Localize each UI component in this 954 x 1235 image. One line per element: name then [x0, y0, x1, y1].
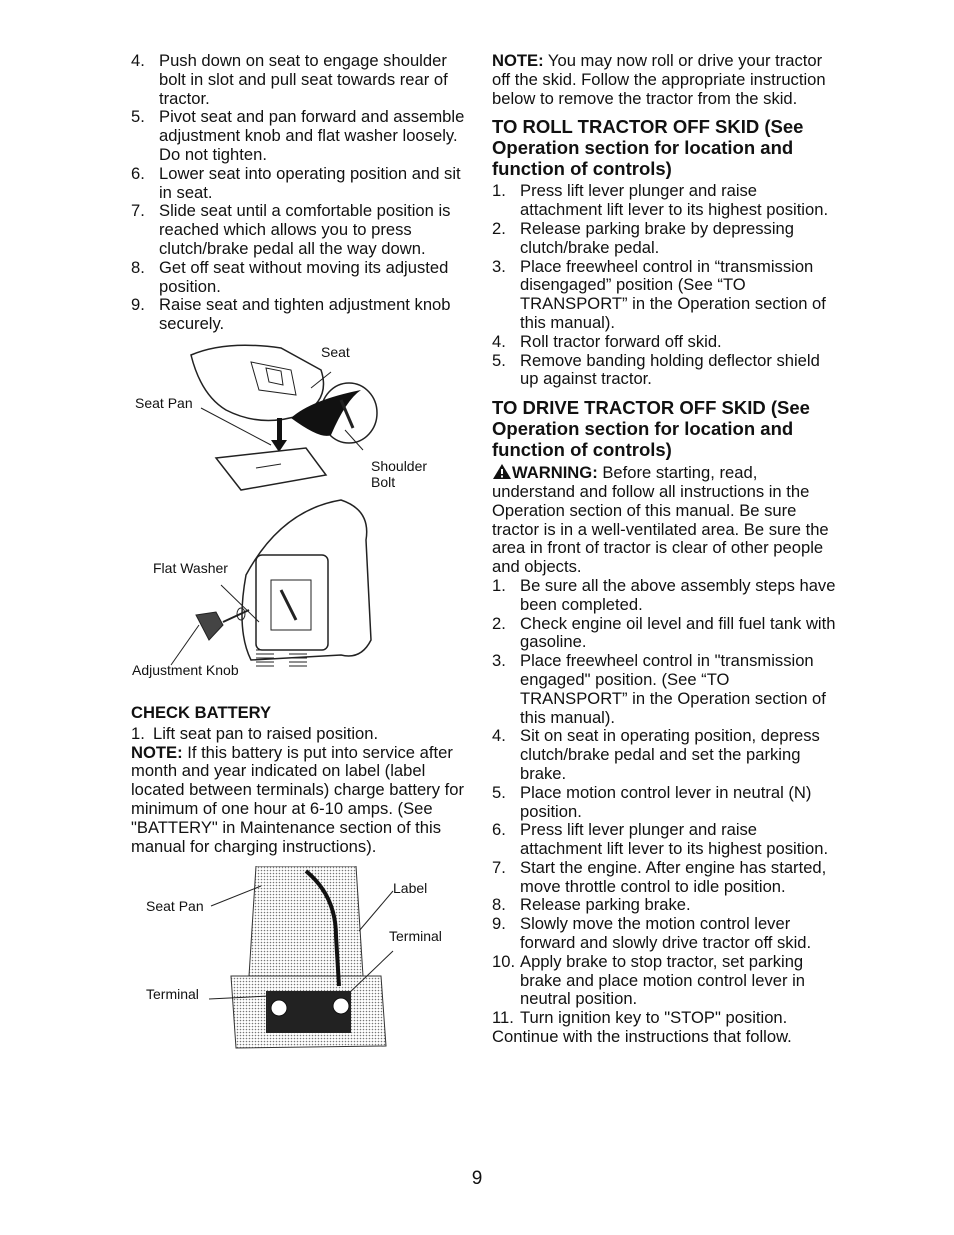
list-item: 4. Sit on seat in operating position, depress clutch/brake pedal and set the parking brake. [492, 726, 820, 783]
seat-adjust-steps [131, 52, 471, 334]
list-item: 2. Check engine oil level and fill fuel tank with gasoline. [492, 613, 836, 652]
list-item: 6. Lower seat into operating position and sit in seat. [131, 163, 461, 202]
list-item: 5. Pivot seat and pan forward and assemble adjustment knob and flat washer loosely. Do not tighten. [131, 107, 465, 164]
shoulder-bolt-label-line1: Shoulder [371, 457, 428, 474]
list-item: 4. Roll tractor forward off skid. [492, 331, 722, 351]
warning-triangle-icon [492, 463, 512, 480]
list-item: 7. Start the engine. After engine has started, move throttle control to idle position. [492, 857, 827, 896]
seat-label: Seat [321, 343, 350, 360]
list-item: 1. Be sure all the above assembly steps have been completed. [492, 575, 836, 614]
seat-pan-label: Seat Pan [135, 394, 193, 411]
check-battery-heading: CHECK BATTERY [131, 702, 272, 722]
left-column [131, 52, 471, 1056]
skid-note: NOTE: You may now roll or drive your tractor off the skid. Follow the appropriate instruction below to remove the tractor from the skid. [492, 51, 826, 108]
list-item: 2. Release parking brake by depressing clutch/brake pedal. [492, 218, 794, 257]
list-item: 6. Press lift lever plunger and raise attachment lift lever to its highest position. [492, 820, 829, 859]
list-item: 11. Turn ignition key to "STOP" position. [492, 1008, 788, 1028]
list-item: 3. Place freewheel control in “transmission disengaged” position (See “TO TRANSPORT” in the Operation section of this manual). [492, 256, 826, 332]
battery-note: NOTE: If this battery is put into service after month and year indicated on label (label located between terminals) charge battery for minimum of one hour at 6-10 amps. (See "BATTERY" in Maintenance section of this manual for charging instructions). [131, 742, 464, 856]
list-item: 3. Place freewheel control in "transmission engaged" position. (See “TO TRANSPORT” in the Operation section of this manual). [492, 651, 826, 727]
right-column [492, 52, 837, 1047]
list-item: 10. Apply brake to stop tractor, set parking brake and place motion control lever in neutral position. [492, 951, 806, 1009]
battery-steps [131, 725, 471, 744]
seat-assembly-illustration [131, 340, 471, 700]
terminal-label-right: Terminal [389, 928, 442, 945]
roll-off-skid-heading: TO ROLL TRACTOR OFF SKID (See Operation section for location and function of controls) [492, 116, 804, 180]
seat-assembly-figure [131, 340, 471, 700]
flat-washer-label: Flat Washer [153, 559, 228, 576]
seat-pan-label: Seat Pan [146, 898, 204, 915]
roll-off-steps [492, 182, 837, 389]
shoulder-bolt-label-line2: Bolt [371, 473, 396, 490]
terminal-label-left: Terminal [146, 986, 199, 1003]
list-item: 1. Lift seat pan to raised position. [131, 723, 379, 743]
list-item: 8. Release parking brake. [492, 895, 691, 915]
list-item: 1. Press lift lever plunger and raise attachment lift lever to its highest position. [492, 181, 829, 220]
battery-figure [131, 866, 471, 1056]
page-number: 9 [471, 1168, 483, 1189]
warning-paragraph: WARNING: Before starting, read, understand and follow all instructions in the Operation section of this manual. Be sure tractor is in a well-ventilated area. Be sure the area in front of tractor is clear of other people and objects. [492, 463, 829, 577]
closing-text: Continue with the instructions that follow. [492, 1027, 792, 1047]
adjustment-knob-label: Adjustment Knob [132, 661, 239, 678]
list-item: 5. Place motion control lever in neutral (N) position. [492, 782, 812, 821]
list-item: 5. Remove banding holding deflector shield up against tractor. [492, 350, 820, 389]
drive-off-steps [492, 577, 837, 1028]
label-label: Label [393, 880, 428, 897]
list-item: 9. Raise seat and tighten adjustment knob securely. [131, 295, 451, 334]
list-item: 4. Push down on seat to engage shoulder bolt in slot and pull seat towards rear of tractor. [131, 51, 448, 108]
list-item: 7. Slide seat until a comfortable position is reached which allows you to press clutch/brake pedal all the way down. [131, 201, 451, 258]
list-item: 9. Slowly move the motion control lever forward and slowly drive tractor off skid. [492, 914, 812, 953]
list-item: 8. Get off seat without moving its adjusted position. [131, 257, 449, 296]
drive-off-skid-heading: TO DRIVE TRACTOR OFF SKID (See Operation section for location and function of controls) [492, 397, 810, 461]
